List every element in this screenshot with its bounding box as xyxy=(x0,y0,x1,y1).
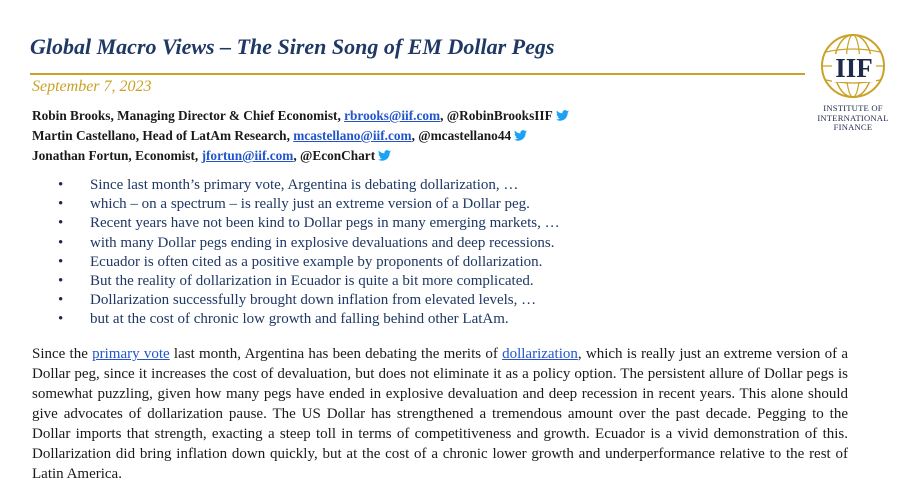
logo-caption-line: INTERNATIONAL xyxy=(817,112,889,123)
author-name-title: Jonathan Fortun, Economist, xyxy=(32,148,202,163)
author-email-link[interactable]: mcastellano@iif.com xyxy=(293,128,412,143)
author-name-title: Robin Brooks, Managing Director & Chief Economist, xyxy=(32,108,345,123)
author-name-title: Martin Castellano, Head of LatAm Research, xyxy=(32,128,294,143)
iif-logo xyxy=(808,30,898,160)
logo-caption-line: INSTITUTE OF xyxy=(823,103,883,113)
author-line-brooks xyxy=(32,106,569,126)
author-twitter-handle: , @RobinBrooksIIF xyxy=(440,108,553,123)
body-text: Since the xyxy=(32,346,93,362)
logo-mark: IIF xyxy=(835,53,873,83)
title-divider xyxy=(30,73,805,75)
twitter-icon[interactable] xyxy=(556,110,569,121)
logo-caption-line: FINANCE xyxy=(833,122,873,132)
twitter-icon[interactable] xyxy=(514,130,527,141)
primary-vote-link[interactable]: primary vote xyxy=(92,346,170,362)
bullet-item: • Recent years have not been kind to Dollar pegs in many emerging markets, … xyxy=(58,214,560,233)
bullet-item: • Since last month’s primary vote, Argentina is debating dollarization, … xyxy=(58,176,560,195)
body-text: last month, Argentina has been debating the merits of xyxy=(169,346,503,362)
author-email-link[interactable]: rbrooks@iif.com xyxy=(344,108,441,123)
body-text: , which is really just an extreme version of a Dollar peg, since it increases the cost of devaluation, but does not eliminate it as a policy option. The persistent allure of Dollar pegs is somewhat puzzling, given how many pegs have ended in explosive devaluation and deep recession in recent years. This alone should give advocates of dollarization pause. The US Dollar has strengthened a tremendous amount over the past decade. Pegging to the Dollar imports that strength, exacting a steep toll in terms of competitiveness and growth. Ecuador is a vivid demonstration of this. Dollarization did bring inflation down quickly, but at the cost of a chronic lower growth and underperformance relative to the rest of Latin America. xyxy=(32,346,848,482)
author-line-castellano xyxy=(32,126,569,146)
bullet-item: • but at the cost of chronic low growth and falling behind other LatAm. xyxy=(58,310,560,329)
author-line-fortun xyxy=(32,146,569,166)
document-title: Global Macro Views – The Siren Song of EM Dollar Pegs xyxy=(30,34,555,59)
publication-date: September 7, 2023 xyxy=(32,78,152,95)
twitter-icon[interactable] xyxy=(378,150,391,161)
author-twitter-handle: , @EconChart xyxy=(293,148,376,163)
author-twitter-handle: , @mcastellano44 xyxy=(411,128,512,143)
bullet-item: • which – on a spectrum – is really just an extreme version of a Dollar peg. xyxy=(58,195,560,214)
logo-caption xyxy=(808,104,898,133)
dollarization-link[interactable]: dollarization xyxy=(502,346,578,362)
author-email-link[interactable]: jfortun@iif.com xyxy=(201,148,294,163)
bullet-item: • with many Dollar pegs ending in explosive devaluations and deep recessions. xyxy=(58,234,560,253)
bullet-item: • But the reality of dollarization in Ecuador is quite a bit more complicated. xyxy=(58,272,560,291)
bullet-item: • Dollarization successfully brought down inflation from elevated levels, … xyxy=(58,291,560,310)
summary-bullet-list xyxy=(58,176,560,330)
globe-icon xyxy=(808,30,898,102)
author-list xyxy=(32,106,569,166)
body-paragraph xyxy=(32,344,848,484)
bullet-item: • Ecuador is often cited as a positive example by proponents of dollarization. xyxy=(58,253,560,272)
